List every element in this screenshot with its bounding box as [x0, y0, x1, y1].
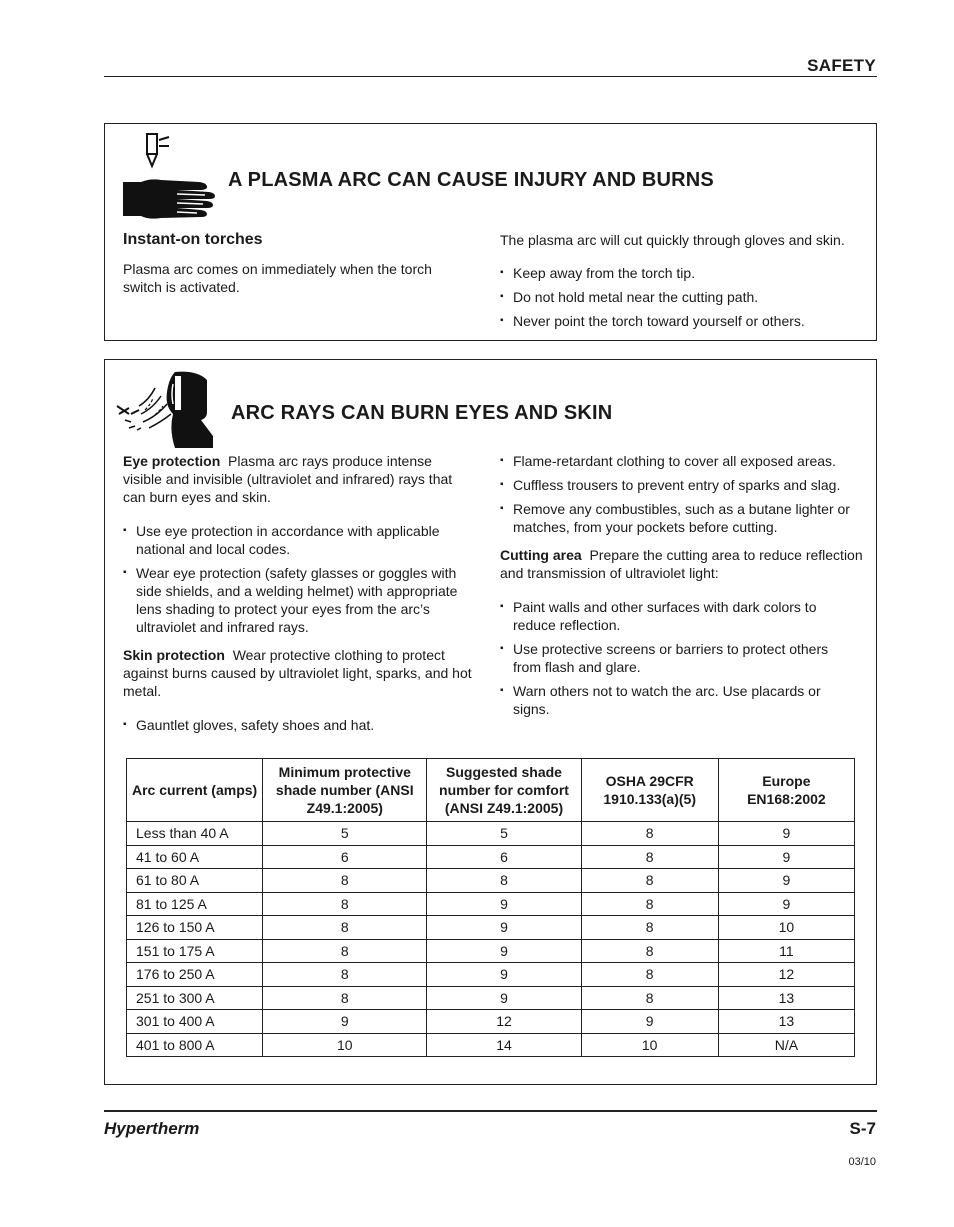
table-row	[127, 892, 855, 916]
skin-protection-text: Wear protective clothing to protect against burns caused by ultraviolet light, sparks, and hot metal.	[123, 647, 472, 699]
plasma-arc-warning-box	[104, 123, 877, 341]
table-cell: 10	[263, 1033, 427, 1057]
table-cell: 14	[427, 1033, 581, 1057]
table-cell: 8	[581, 845, 718, 869]
table-cell: 6	[427, 845, 581, 869]
table-row	[127, 986, 855, 1010]
table-cell: 8	[263, 892, 427, 916]
table-cell: 5	[263, 822, 427, 846]
table-cell: 11	[718, 939, 854, 963]
cutting-area-text: Prepare the cutting area to reduce reflection and transmission of ultraviolet light:	[500, 547, 863, 581]
list-item: ▪ Flame-retardant clothing to cover all exposed areas.	[500, 452, 865, 470]
rays-box-title: ARC RAYS CAN BURN EYES AND SKIN	[231, 402, 613, 424]
table-cell: 9	[718, 892, 854, 916]
list-item: ▪ Keep away from the torch tip.	[500, 264, 870, 282]
revision-date: 03/10	[848, 1156, 876, 1168]
skin-protection-paragraph	[123, 646, 473, 700]
plasma-box-title: A PLASMA ARC CAN CAUSE INJURY AND BURNS	[228, 169, 714, 191]
section-title: SAFETY	[807, 56, 876, 75]
table-header-row	[127, 759, 855, 822]
table-row	[127, 1033, 855, 1057]
clothing-list	[500, 452, 865, 542]
table-cell: 8	[263, 939, 427, 963]
table-cell: 8	[581, 822, 718, 846]
column-header: Suggested shade number for comfort (ANSI Z49.1:2005)	[427, 759, 581, 822]
table-cell: 9	[718, 845, 854, 869]
table-cell: 151 to 175 A	[127, 939, 263, 963]
table-row	[127, 963, 855, 987]
table-cell: 10	[718, 916, 854, 940]
skin-protection-label: Skin protection	[123, 647, 225, 663]
eye-protection-paragraph	[123, 452, 473, 506]
table-cell: 13	[718, 1010, 854, 1034]
table-cell: 8	[263, 916, 427, 940]
table-cell: 9	[718, 869, 854, 893]
table-cell: 5	[427, 822, 581, 846]
welding-helmet-rays-icon	[115, 370, 217, 450]
table-cell: 8	[263, 986, 427, 1010]
instant-on-text: Plasma arc comes on immediately when the torch switch is activated.	[123, 261, 432, 295]
column-header: Minimum protective shade number (ANSI Z49.1:2005)	[263, 759, 427, 822]
table-cell: 13	[718, 986, 854, 1010]
table-cell: Less than 40 A	[127, 822, 263, 846]
table-cell: 8	[263, 963, 427, 987]
table-cell: 81 to 125 A	[127, 892, 263, 916]
table-row	[127, 845, 855, 869]
eye-protection-label: Eye protection	[123, 453, 221, 469]
table-cell: 9	[581, 1010, 718, 1034]
table-cell: 8	[581, 986, 718, 1010]
list-item: ▪ Gauntlet gloves, safety shoes and hat.	[123, 716, 473, 734]
table-cell: 9	[263, 1010, 427, 1034]
plasma-intro-text: The plasma arc will cut quickly through gloves and skin.	[500, 232, 845, 248]
table-cell: 8	[263, 869, 427, 893]
table-cell: 8	[581, 916, 718, 940]
list-item: ▪ Paint walls and other surfaces with dark colors to reduce reflection.	[500, 598, 860, 634]
shade-number-table	[126, 758, 855, 1057]
table-row	[127, 916, 855, 940]
table-cell: 126 to 150 A	[127, 916, 263, 940]
table-cell: 9	[427, 939, 581, 963]
table-cell: 8	[581, 963, 718, 987]
list-item: ▪ Cuffless trousers to prevent entry of sparks and slag.	[500, 476, 865, 494]
table-cell: 9	[427, 916, 581, 940]
table-cell: 301 to 400 A	[127, 1010, 263, 1034]
column-header: Europe EN168:2002	[718, 759, 854, 822]
list-item: ▪ Do not hold metal near the cutting path.	[500, 288, 870, 306]
table-cell: 8	[581, 939, 718, 963]
list-item: ▪ Warn others not to watch the arc. Use placards or signs.	[500, 682, 860, 718]
eye-protection-text: Plasma arc rays produce intense visible and invisible (ultraviolet and infrared) rays that can burn eyes and skin.	[123, 453, 453, 505]
eye-protection-list	[123, 522, 473, 642]
table-cell: 251 to 300 A	[127, 986, 263, 1010]
table-cell: 9	[718, 822, 854, 846]
list-item: ▪ Remove any combustibles, such as a butane lighter or matches, from your pockets before cutting.	[500, 500, 865, 536]
table-cell: 8	[427, 869, 581, 893]
plasma-bullet-list	[500, 264, 870, 336]
list-item: ▪ Use protective screens or barriers to protect others from flash and glare.	[500, 640, 860, 676]
table-cell: 41 to 60 A	[127, 845, 263, 869]
table-cell: 176 to 250 A	[127, 963, 263, 987]
hand-torch-burn-icon	[121, 132, 217, 226]
table-cell: 10	[581, 1033, 718, 1057]
table-row	[127, 869, 855, 893]
table-cell: 12	[427, 1010, 581, 1034]
cutting-area-paragraph	[500, 546, 865, 582]
table-cell: 6	[263, 845, 427, 869]
list-item: ▪ Wear eye protection (safety glasses or goggles with side shields, and a welding helmet) with appropriate lens shading to protect your eyes from the arc’s ultraviolet and infrared rays.	[123, 564, 473, 636]
table-cell: N/A	[718, 1033, 854, 1057]
table-cell: 8	[581, 869, 718, 893]
table-cell: 12	[718, 963, 854, 987]
table-cell: 9	[427, 892, 581, 916]
instant-on-heading: Instant-on torches	[123, 231, 263, 248]
table-cell: 61 to 80 A	[127, 869, 263, 893]
cutting-area-list	[500, 598, 860, 724]
column-header: OSHA 29CFR 1910.133(a)(5)	[581, 759, 718, 822]
footer-rule	[104, 1110, 877, 1112]
table-cell: 401 to 800 A	[127, 1033, 263, 1057]
header-rule	[104, 76, 877, 77]
brand-logo: Hypertherm	[104, 1119, 200, 1138]
list-item: ▪ Never point the torch toward yourself or others.	[500, 312, 870, 330]
list-item: ▪ Use eye protection in accordance with applicable national and local codes.	[123, 522, 473, 558]
table-cell: 9	[427, 986, 581, 1010]
table-row	[127, 822, 855, 846]
table-cell: 9	[427, 963, 581, 987]
table-row	[127, 939, 855, 963]
page-number: S-7	[849, 1119, 876, 1138]
table-cell: 8	[581, 892, 718, 916]
skin-protection-list	[123, 716, 473, 740]
cutting-area-label: Cutting area	[500, 547, 582, 563]
column-header: Arc current (amps)	[127, 759, 263, 822]
table-row	[127, 1010, 855, 1034]
